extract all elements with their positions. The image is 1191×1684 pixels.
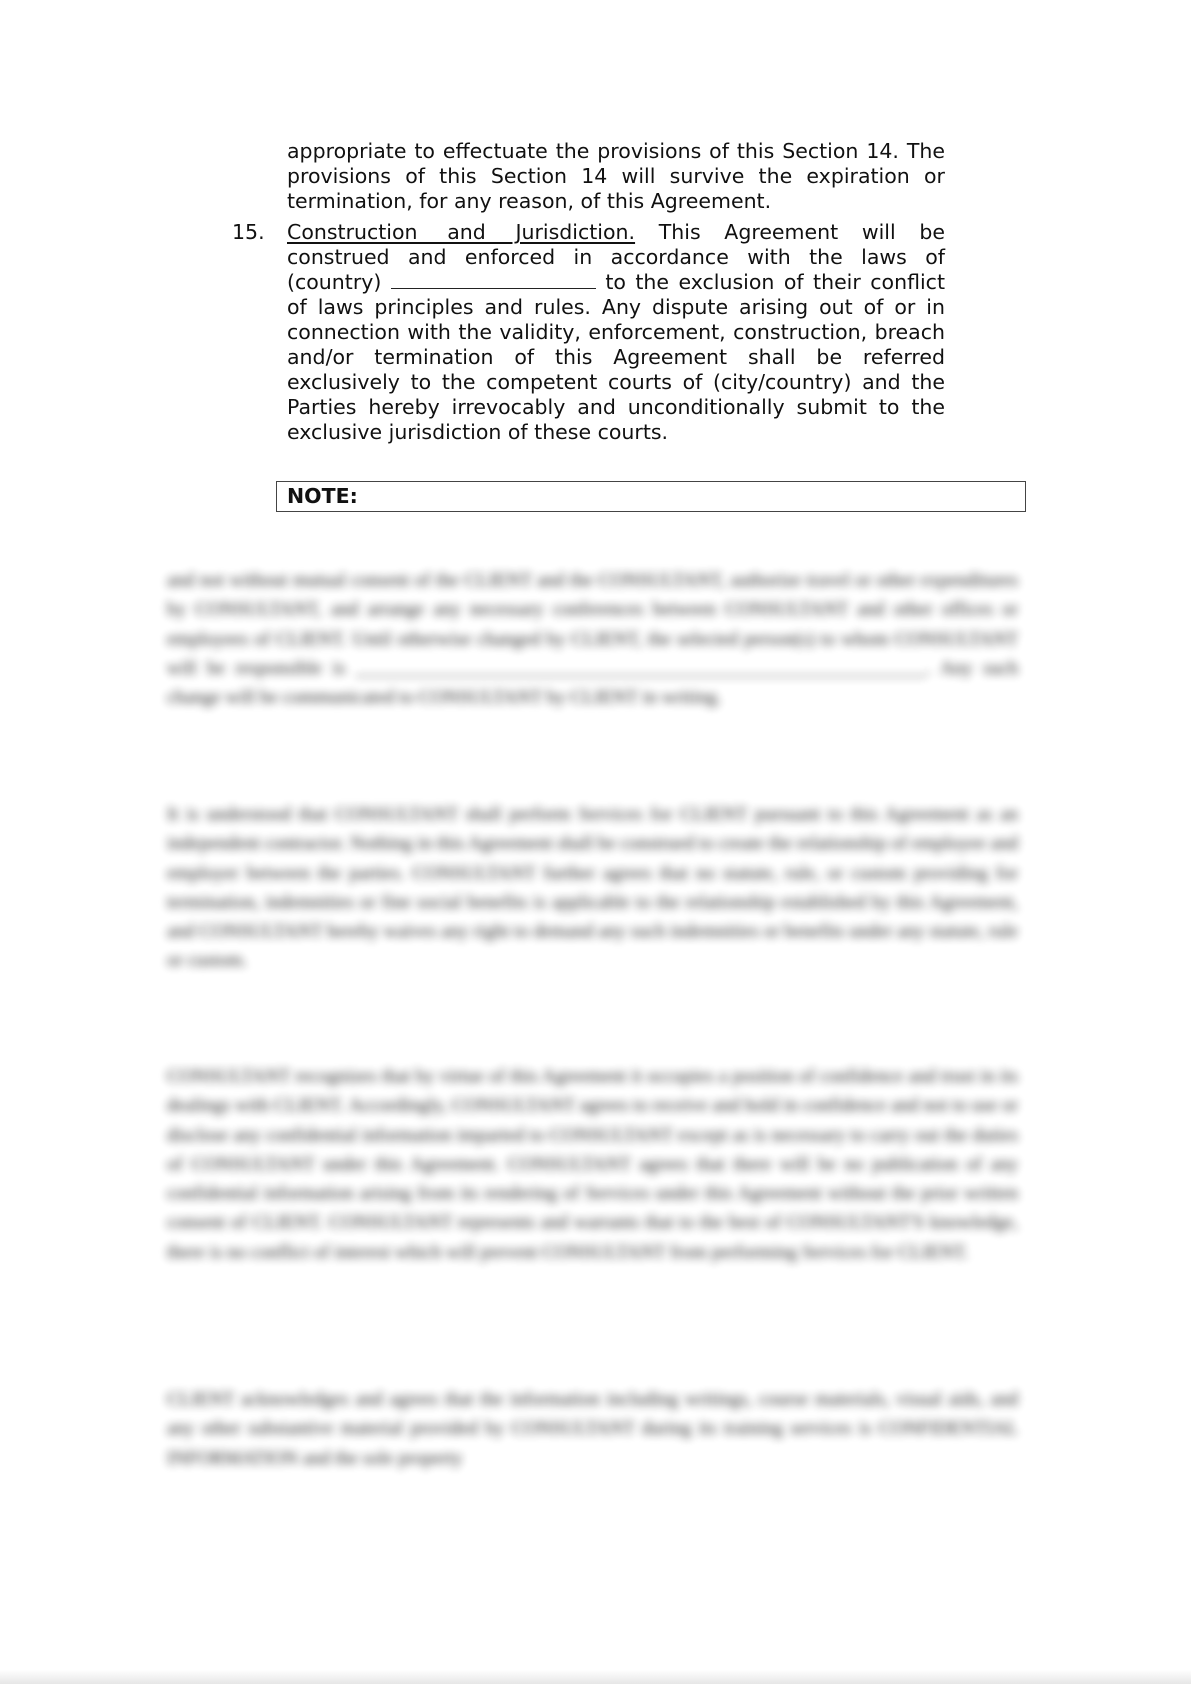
blurred-paragraph-text: It is understood that CONSULTANT shall perform Services for CLIENT pursuant to this Agreement as an independent contractor. Nothing in this Agreement shall be construed to create the relationship of employee and employer between the parties. CONSULTANT further agrees that no statute, rule, or custom providing for termination, indemnities or fine social benefits is applicable to the relationship established by this Agreement, and CONSULTANT hereby waives any right to demand any such indemnities or benefits under any statute, rule or custom. — [167, 804, 1018, 972]
section-15-text-part1: This Agreement will be construed and enforced in accordance with the laws of (country) — [287, 220, 945, 294]
blurred-paragraph — [167, 1385, 1018, 1473]
blurred-paragraph — [167, 800, 1018, 976]
section-14-tail-text: appropriate to effectuate the provisions of this Section 14. The provisions of this Section 14 will survive the expiration or termination, for any reason, of this Agreement. — [287, 139, 945, 213]
section-15-paragraph — [287, 220, 945, 445]
blurred-paragraph-text: CLIENT acknowledges and agrees that the information including writings, course materials, visual aids, and any other substantive material provided by CONSULTANT during its training services is CONFIDENTIAL INFORMATION and the sole property — [167, 1389, 1018, 1469]
page-bottom-edge — [0, 1670, 1191, 1684]
section-15-heading: Construction and Jurisdiction. — [287, 220, 636, 244]
blurred-paragraph-text: CONSULTANT recognizes that by virtue of this Agreement it occupies a position of confidence and trust in its dealings with CLIENT. Accordingly, CONSULTANT agrees to receive and hold in confidence and not to use or disclose any confidential information imparted to CONSULTANT except as is necessary to carry out the duties of CONSULTANT under this Agreement. CONSULTANT agrees that there will be no publication of any confidential information arising from its rendering of Services under this Agreement without the prior written consent of CLIENT. CONSULTANT represents and warrants that to the best of CONSULTANT'S knowledge, there is no conflict of interest which will prevent CONSULTANT from performing Services for CLIENT. — [167, 1066, 1018, 1263]
section-15-number: 15. — [232, 220, 265, 244]
blurred-paragraph — [167, 1062, 1018, 1267]
section-14-tail — [287, 139, 945, 214]
blurred-paragraph-text: and not without mutual consent of the CLIENT and the CONSULTANT, authorize travel or other expenditures by CONSULTANT, and arrange any necessary conferences between CONSULTANT and other offices or employees of CLIENT. Until otherwise changed by CLIENT, the selected person(s) to whom CONSULTANT will be responsible is ____________________________________________________________. Any such change will be communicated to CONSULTANT by CLIENT in writing. — [167, 570, 1018, 709]
section-15 — [287, 220, 945, 445]
note-box — [276, 481, 1026, 512]
section-15-text-part2: to the exclusion of their conflict of laws principles and rules. Any dispute arising out of or in connection with the validity, enforcement, construction, breach and/or termination of this Agreement shall be referred exclusively to the competent courts of (city/country) and the Parties hereby irrevocably and unconditionally submit to the exclusive jurisdiction of these courts. — [287, 270, 945, 444]
note-label: NOTE: — [287, 484, 358, 508]
blurred-paragraph — [167, 566, 1018, 712]
country-blank-line — [391, 270, 596, 289]
